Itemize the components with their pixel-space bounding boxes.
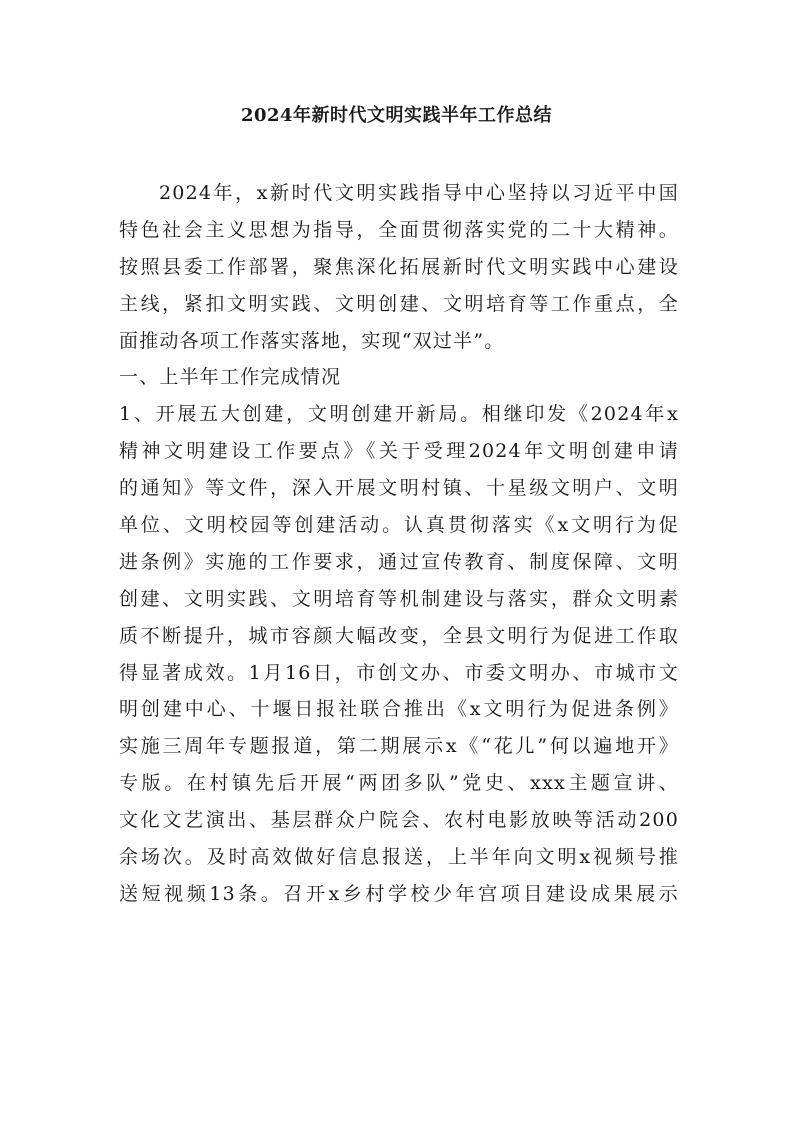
paragraph-line: 2024年，x新时代文明实践指导中心坚持以习近平中国 — [159, 182, 679, 204]
paragraph-line: 得显著成效。1月16日，市创文办、市委文明办、市城市文 — [119, 661, 679, 684]
paragraph-line: 专版。在村镇先后开展“两团多队”党史、xxx主题宣讲、 — [119, 772, 679, 795]
paragraph-line: 质不断提升，城市容颜大幅改变，全县文明行为促进工作取 — [119, 624, 679, 647]
paragraph-line: 1、开展五大创建，文明创建开新局。相继印发《2024年x — [119, 403, 679, 426]
document-title: 2024年新时代文明实践半年工作总结 — [240, 105, 553, 126]
paragraph-line: 单位、文明校园等创建活动。认真贯彻落实《x文明行为促 — [119, 514, 679, 537]
paragraph-line: 的通知》等文件，深入开展文明村镇、十星级文明户、文明 — [119, 477, 679, 500]
paragraph-line: 送短视频13条。召开x乡村学校少年宫项目建设成果展示 — [119, 882, 679, 905]
paragraph-line: 面推动各项工作落实落地，实现“双过半”。 — [119, 329, 505, 352]
paragraph-line: 按照县委工作部署，聚焦深化拓展新时代文明实践中心建设 — [119, 255, 679, 278]
paragraph-line: 文化文艺演出、基层群众户院会、农村电影放映等活动200 — [119, 809, 679, 832]
paragraph-line: 主线，紧扣文明实践、文明创建、文明培育等工作重点，全 — [119, 292, 679, 315]
paragraph-line: 余场次。及时高效做好信息报送，上半年向文明x视频号推 — [119, 846, 679, 869]
section-heading: 一、上半年工作完成情况 — [119, 366, 342, 389]
paragraph-line: 进条例》实施的工作要求，通过宣传教育、制度保障、文明 — [119, 550, 679, 573]
paragraph-line: 精神文明建设工作要点》《关于受理2024年文明创建申请 — [119, 440, 679, 463]
paragraph-line: 实施三周年专题报道，第二期展示x《“花儿”何以遍地开》 — [119, 735, 679, 758]
paragraph-line: 创建、文明实践、文明培育等机制建设与落实，群众文明素 — [119, 587, 679, 610]
document-body — [119, 175, 679, 913]
paragraph-line: 明创建中心、十堰日报社联合推出《x文明行为促进条例》 — [119, 698, 679, 721]
paragraph-line: 特色社会主义思想为指导，全面贯彻落实党的二十大精神。 — [119, 218, 679, 241]
